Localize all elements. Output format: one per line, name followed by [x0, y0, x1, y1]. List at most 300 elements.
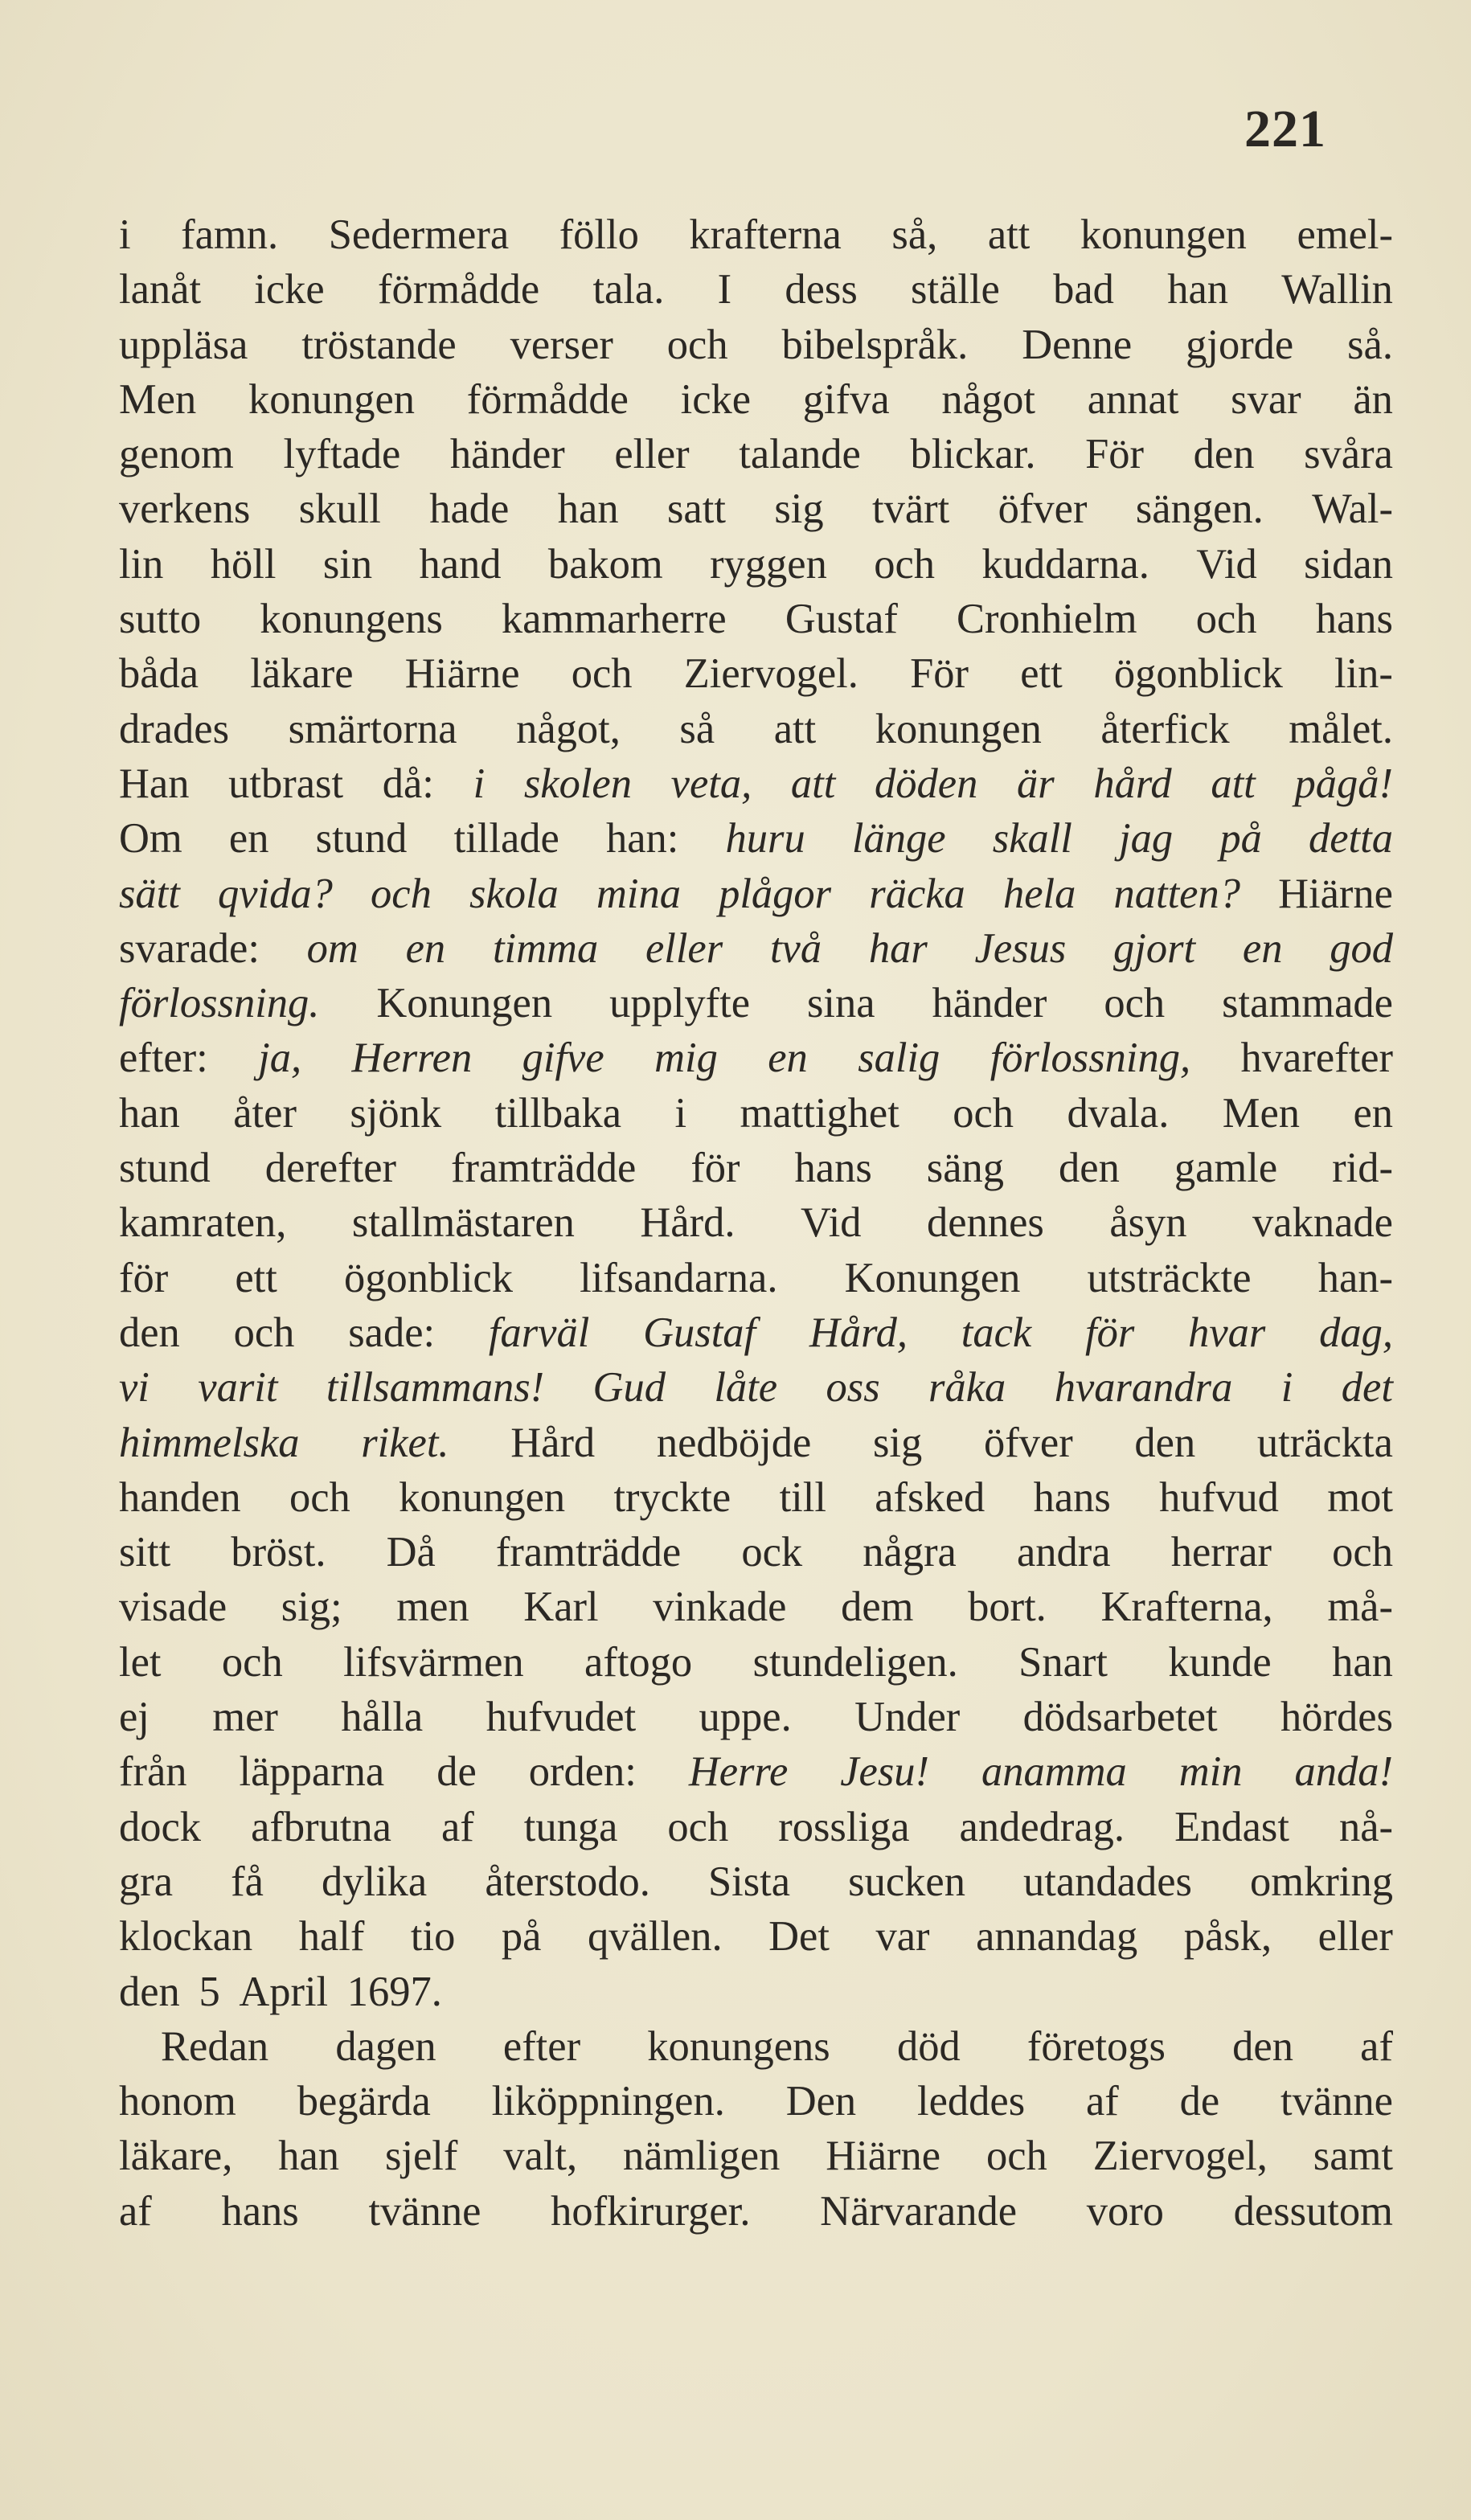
word: dessutom [1233, 2187, 1393, 2235]
word: Wallin [1281, 266, 1393, 313]
word: ögonblick [1113, 650, 1283, 698]
word: i [674, 1089, 687, 1137]
italic-word: ja, [258, 1035, 302, 1082]
word: tillade [453, 815, 559, 863]
word: för [690, 1145, 740, 1192]
word: hofkirurger. [551, 2187, 751, 2235]
word: lifsandarna. [580, 1254, 778, 1301]
word: tala. [592, 266, 665, 313]
word: eller [614, 431, 690, 478]
word: den [1059, 1145, 1120, 1192]
word: aftogo [584, 1638, 693, 1686]
word: vinkade [653, 1584, 787, 1631]
word: krafterna [689, 211, 842, 258]
word: herrar [1170, 1529, 1272, 1576]
italic-word: tillsammans! [326, 1364, 545, 1412]
italic-word: skall [992, 815, 1072, 863]
word: tvänne [368, 2187, 481, 2235]
italic-word: Jesu! [840, 1748, 930, 1796]
word: åsyn [1109, 1199, 1187, 1247]
word: Om [119, 815, 182, 863]
text-line [119, 1909, 1393, 1964]
word: kunde [1168, 1638, 1272, 1686]
word: Konungen [844, 1254, 1021, 1301]
text-line [119, 1470, 1393, 1525]
italic-word: dag, [1319, 1309, 1393, 1356]
word: tvärt [872, 486, 950, 533]
word: bibelspråk. [781, 321, 969, 368]
word: förmådde [378, 266, 540, 313]
word: sig [774, 486, 824, 533]
word: bröst. [231, 1529, 326, 1576]
word: och [221, 1638, 283, 1686]
word: skull [298, 486, 381, 533]
word: vaknade [1252, 1199, 1393, 1247]
word: han [119, 1089, 180, 1137]
word: stundeligen. [752, 1638, 958, 1686]
word: orden: [528, 1748, 637, 1796]
italic-word: har [868, 924, 928, 972]
word: utandades [1023, 1858, 1192, 1905]
word: förmådde [466, 375, 629, 423]
word: några [863, 1529, 957, 1576]
word: hans [1033, 1473, 1111, 1521]
italic-word: om [306, 924, 359, 972]
italic-word: gjort [1113, 924, 1196, 972]
word: att [987, 211, 1031, 258]
word: Det [768, 1913, 830, 1961]
word: så [679, 705, 715, 752]
word: Konungen [376, 980, 553, 1027]
text-line [119, 2129, 1393, 2183]
word: konungens [647, 2022, 830, 2070]
word: satt [667, 486, 726, 533]
word: och [874, 540, 936, 588]
word: konungen [248, 375, 416, 423]
word: icke [680, 375, 752, 423]
word: Vid [1196, 540, 1257, 588]
word: och [1195, 596, 1257, 643]
word: nämligen [622, 2133, 781, 2180]
page-number: 221 [1244, 100, 1326, 158]
word: konungen [875, 705, 1042, 752]
italic-word: och [371, 870, 432, 917]
word: af [440, 1803, 474, 1850]
word: konungens [260, 596, 443, 643]
word: 5 [199, 1968, 220, 2015]
word: stund [119, 1145, 211, 1192]
italic-word: hela [1002, 870, 1076, 917]
word: April [239, 1968, 329, 2015]
word: han [278, 2133, 340, 2180]
text-line [119, 1800, 1393, 1854]
word: lin- [1334, 650, 1393, 698]
italic-word: anamma [981, 1748, 1127, 1796]
word: den [119, 1968, 180, 2015]
word: verkens [119, 486, 251, 533]
word: ryggen [710, 540, 827, 588]
text-line [119, 811, 1393, 866]
word: honom [119, 2078, 236, 2125]
word: målet. [1289, 705, 1393, 752]
word: bad [1053, 266, 1114, 313]
word: svarade: [119, 924, 260, 972]
word: båda [119, 650, 199, 698]
text-line [119, 1416, 1393, 1470]
text-line [119, 2019, 1393, 2074]
word: Sedermera [328, 211, 510, 258]
italic-word: salig [858, 1035, 940, 1082]
italic-word: himmelska [119, 1419, 300, 1466]
word: Karl [523, 1584, 599, 1631]
word: sin [322, 540, 373, 588]
word: dvala. [1067, 1089, 1170, 1137]
word: af [1360, 2022, 1393, 2070]
word: sjelf [384, 2133, 458, 2180]
text-line [119, 537, 1393, 592]
italic-word: pågå! [1294, 760, 1393, 807]
word: leddes [917, 2078, 1026, 2125]
word: hade [429, 486, 510, 533]
word: mattighet [740, 1089, 899, 1137]
word: han: [605, 815, 679, 863]
word: tvänne [1280, 2078, 1393, 2125]
word: Hiärne [826, 2133, 941, 2180]
word: valt, [503, 2133, 578, 2180]
word: samt [1313, 2133, 1393, 2180]
word: Vid [800, 1199, 862, 1247]
italic-word: Gud [592, 1364, 666, 1412]
word: dennes [927, 1199, 1044, 1247]
italic-word: i [1280, 1364, 1293, 1412]
word: få [231, 1858, 264, 1905]
italic-word: jag [1119, 815, 1174, 863]
word: och [1332, 1529, 1393, 1576]
word: afbrutna [251, 1803, 391, 1850]
word: för [119, 1254, 169, 1301]
word: Då [386, 1529, 436, 1576]
word: något, [516, 705, 621, 752]
italic-word: eller [645, 924, 723, 972]
text-line [119, 1744, 1393, 1799]
word: kammarherre [501, 596, 727, 643]
text-line [119, 867, 1393, 921]
word: gamle [1174, 1145, 1278, 1192]
word: den [119, 1309, 180, 1356]
word: den [1193, 431, 1255, 478]
word: emel- [1297, 211, 1393, 258]
word: händer [932, 980, 1047, 1027]
word: ej [119, 1694, 150, 1741]
word: men [396, 1584, 469, 1631]
word: tio [410, 1913, 456, 1961]
word: konungen [1080, 211, 1247, 258]
word: de [1179, 2078, 1220, 2125]
word: och [571, 650, 633, 698]
word: föllo [559, 211, 639, 258]
word: efter: [119, 1035, 208, 1082]
word: från [119, 1748, 187, 1796]
word: hufvudet [486, 1694, 637, 1741]
italic-word: qvida? [218, 870, 333, 917]
word: gra [119, 1858, 174, 1905]
word: nedböjde [656, 1419, 812, 1466]
word: lyftade [283, 431, 401, 478]
word: mer [212, 1694, 278, 1741]
italic-word: en [1242, 924, 1283, 972]
italic-word: döden [875, 760, 978, 807]
word: tunga [523, 1803, 618, 1850]
word: öfver [998, 486, 1088, 533]
word: voro [1086, 2187, 1164, 2235]
word: och [953, 1089, 1014, 1137]
word: ock [741, 1529, 803, 1576]
word: hufvud [1159, 1473, 1279, 1521]
word: sjönk [350, 1089, 442, 1137]
italic-word: skolen [523, 760, 632, 807]
word: säng [926, 1145, 1005, 1192]
word: Hiärne [1278, 870, 1393, 917]
italic-word: Herren [351, 1035, 473, 1082]
word: och [985, 2133, 1047, 2180]
word: af [119, 2187, 152, 2235]
word: derefter [264, 1145, 396, 1192]
word: må- [1327, 1584, 1393, 1631]
word: Men [1222, 1089, 1300, 1137]
word: åter [233, 1089, 297, 1137]
word: så, [891, 211, 938, 258]
word: ett [235, 1254, 277, 1301]
word: än [1353, 375, 1393, 423]
word: Ziervogel. [683, 650, 858, 698]
word: Redan [161, 2022, 269, 2070]
italic-word: tack [961, 1309, 1032, 1356]
text-line [119, 646, 1393, 701]
italic-word: varit [198, 1364, 278, 1412]
word: svåra [1304, 431, 1393, 478]
italic-word: Gustaf [643, 1309, 756, 1356]
word: tillbaka [494, 1089, 622, 1137]
word: Men [119, 375, 197, 423]
text-line [119, 1195, 1393, 1250]
word: verser [510, 321, 613, 368]
italic-word: på [1219, 815, 1262, 863]
italic-word: en [768, 1035, 808, 1082]
text-line [119, 1031, 1393, 1085]
word: Ziervogel, [1092, 2133, 1268, 2180]
word: icke [254, 266, 325, 313]
word: dagen [335, 2022, 436, 2070]
word: konungen [399, 1473, 566, 1521]
word: var [875, 1913, 930, 1961]
italic-word: länge [851, 815, 946, 863]
word: begärda [297, 2078, 431, 2125]
word: lanåt [119, 266, 202, 313]
word: dock [119, 1803, 202, 1850]
italic-word: skola [469, 870, 559, 917]
italic-word: råka [928, 1364, 1006, 1412]
text-line [119, 427, 1393, 481]
word: Wal- [1312, 486, 1393, 533]
word: läkare, [119, 2133, 233, 2180]
word: 1697. [346, 1968, 442, 2015]
italic-word: att [1211, 760, 1256, 807]
word: Snart [1018, 1638, 1108, 1686]
italic-word: detta [1308, 815, 1393, 863]
word: och [233, 1309, 295, 1356]
word: dess [785, 266, 858, 313]
word: stallmästaren [351, 1199, 575, 1247]
word: Gustaf [785, 596, 898, 643]
text-line [119, 2184, 1393, 2239]
word: lin [119, 540, 164, 588]
word: För [1085, 431, 1145, 478]
word: annat [1087, 375, 1179, 423]
word: hans [1315, 596, 1393, 643]
italic-word: anda! [1294, 1748, 1393, 1796]
text-line [119, 1141, 1393, 1195]
text-line [119, 756, 1393, 811]
word: sitt [119, 1529, 171, 1576]
italic-word: plågor [719, 870, 832, 917]
word: hand [419, 540, 502, 588]
italic-word: Hård, [809, 1309, 908, 1356]
word: framträdde [495, 1529, 682, 1576]
word: på [501, 1913, 542, 1961]
italic-word: hård [1093, 760, 1172, 807]
word: dem [841, 1584, 914, 1631]
text-line [119, 372, 1393, 427]
word: omkring [1250, 1858, 1393, 1905]
word: Hård. [640, 1199, 736, 1247]
word: uppe. [699, 1694, 792, 1741]
italic-word: i [473, 760, 486, 807]
italic-word: god [1330, 924, 1393, 972]
word: höll [210, 540, 277, 588]
italic-word: är [1017, 760, 1055, 807]
italic-word: det [1341, 1364, 1393, 1412]
word: kuddarna. [981, 540, 1149, 588]
word: Hård [510, 1419, 596, 1466]
text-line [119, 1690, 1393, 1744]
word: sutto [119, 596, 202, 643]
word: den [1134, 1419, 1196, 1466]
word: framträdde [451, 1145, 637, 1192]
italic-word: mina [596, 870, 681, 917]
italic-word: farväl [488, 1309, 590, 1356]
word: utbrast [228, 760, 344, 807]
word: dylika [322, 1858, 428, 1905]
italic-word: gifve [522, 1035, 604, 1082]
word: nå- [1338, 1803, 1393, 1850]
word: let [119, 1638, 162, 1686]
text-line [119, 702, 1393, 756]
text-line [119, 1525, 1393, 1580]
italic-word: en [405, 924, 446, 972]
text-line [119, 1086, 1393, 1141]
word: annandag [976, 1913, 1138, 1961]
word: bakom [547, 540, 663, 588]
word: blickar. [910, 431, 1036, 478]
word: sidan [1304, 540, 1393, 588]
text-line [119, 1251, 1393, 1305]
word: visade [119, 1584, 227, 1631]
word: För [910, 650, 969, 698]
text-line [119, 481, 1393, 536]
word: händer [449, 431, 565, 478]
word: Cronhielm [957, 596, 1137, 643]
word: rid- [1332, 1145, 1393, 1192]
word: något [941, 375, 1036, 423]
word: af [1085, 2078, 1119, 2125]
word: upplyfte [609, 980, 751, 1027]
word: gjorde [1186, 321, 1294, 368]
word: och [289, 1473, 350, 1521]
word: lifsvärmen [343, 1638, 524, 1686]
word: Närvarande [820, 2187, 1017, 2235]
word: Han [119, 760, 190, 807]
word: hvarefter [1240, 1035, 1393, 1082]
word: en [1353, 1089, 1393, 1137]
italic-word: förlossning, [990, 1035, 1191, 1082]
word: ögonblick [343, 1254, 513, 1301]
italic-word: huru [725, 815, 805, 863]
italic-word: för [1085, 1309, 1135, 1356]
italic-word: min [1178, 1748, 1243, 1796]
word: hålla [341, 1694, 424, 1741]
italic-word: mig [654, 1035, 718, 1082]
italic-word: natten? [1113, 870, 1240, 917]
italic-word: riket. [361, 1419, 449, 1466]
word: qvällen. [587, 1913, 723, 1961]
word: hördes [1280, 1694, 1393, 1741]
word: påsk, [1183, 1913, 1272, 1961]
word: sade: [348, 1309, 436, 1356]
word: sucken [848, 1858, 965, 1905]
text-line [119, 2074, 1393, 2129]
body-text [119, 207, 1393, 2239]
italic-word: timma [492, 924, 599, 972]
text-line [119, 1580, 1393, 1634]
word: sig; [281, 1584, 342, 1631]
word: famn. [181, 211, 279, 258]
text-line [119, 1854, 1393, 1909]
text-line [119, 592, 1393, 646]
word: Hiärne [404, 650, 520, 698]
text-line [119, 318, 1393, 372]
italic-word: oss [826, 1364, 880, 1412]
word: half [298, 1913, 365, 1961]
italic-word: räcka [869, 870, 965, 917]
word: läpparna [239, 1748, 385, 1796]
word: Denne [1022, 321, 1133, 368]
word: tryckte [613, 1473, 731, 1521]
word: Den [785, 2078, 857, 2125]
word: svar [1231, 375, 1301, 423]
word: de [436, 1748, 477, 1796]
word: afsked [875, 1473, 985, 1521]
word: återstodo. [485, 1858, 650, 1905]
word: handen [119, 1473, 241, 1521]
word: företogs [1026, 2022, 1166, 2070]
word: Under [854, 1694, 961, 1741]
word: smärtorna [288, 705, 457, 752]
text-line [119, 976, 1393, 1031]
word: efter [502, 2022, 581, 2070]
italic-word: veta, [670, 760, 752, 807]
word: Endast [1174, 1803, 1289, 1850]
word: andedrag. [959, 1803, 1125, 1850]
